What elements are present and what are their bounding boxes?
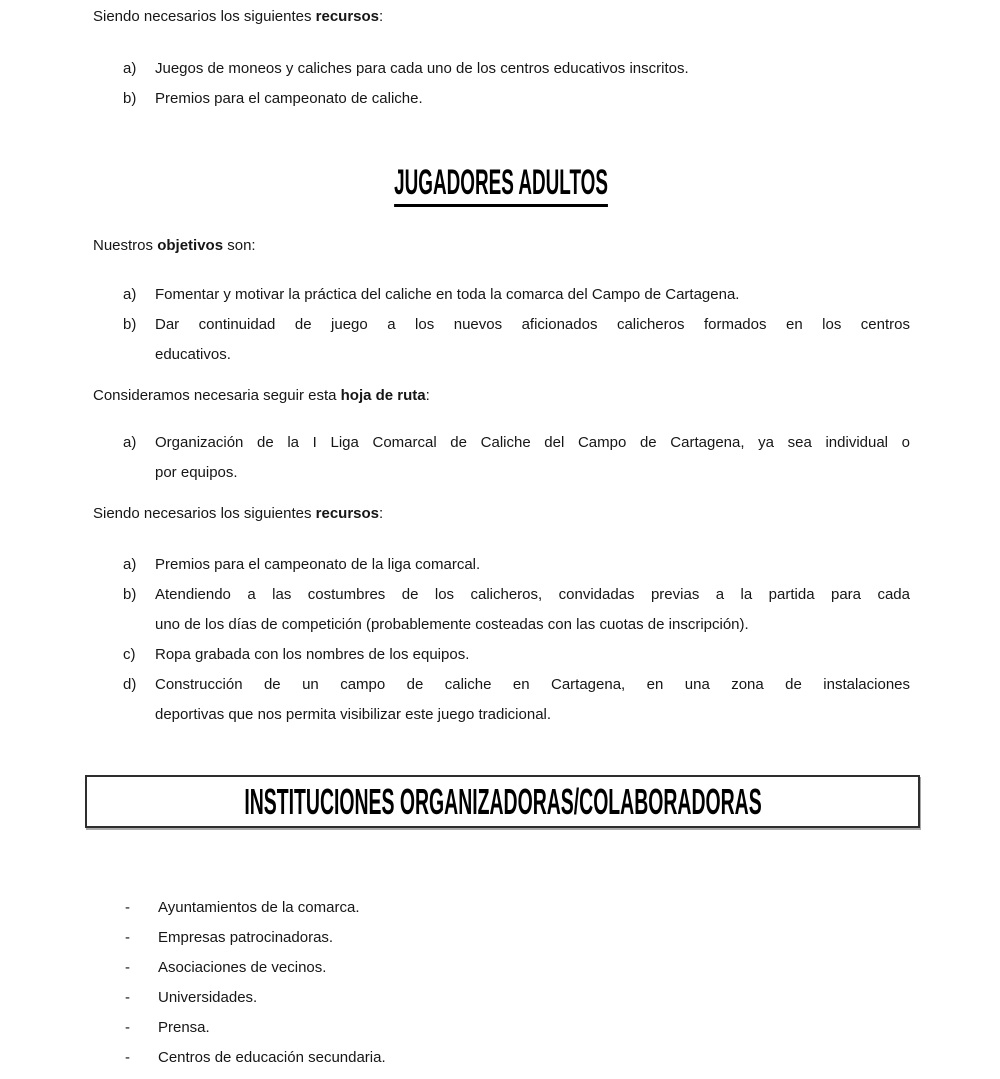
lettered-list-league-resources (93, 550, 910, 730)
list-item-text: Organización de la I Liga Comarcal de Caliche del Campo de Cartagena, ya sea individual o (155, 434, 910, 451)
list-marker: c) (123, 646, 136, 663)
list-item-text: Juegos de moneos y caliches para cada uno de los centros educativos inscritos. (155, 60, 689, 77)
list-marker: b) (123, 316, 137, 333)
list-marker: a) (123, 60, 137, 77)
list-marker: - (125, 959, 130, 976)
list-item-text: Prensa. (158, 1019, 210, 1036)
list-marker: - (125, 1019, 130, 1036)
paragraph-text: Consideramos necesaria seguir esta (93, 387, 341, 404)
paragraph-text: Siendo necesarios los siguientes (93, 8, 316, 25)
section-heading-institutions: INSTITUCIONES ORGANIZADORAS/COLABORADORAS (243, 780, 762, 822)
list-marker: a) (123, 556, 137, 573)
list-item (93, 54, 910, 84)
list-marker: - (125, 899, 130, 916)
list-marker: - (125, 989, 130, 1006)
list-item (93, 580, 910, 640)
dash-list-institutions (93, 893, 910, 1073)
list-item (93, 640, 910, 670)
list-item (93, 1043, 910, 1073)
list-item (93, 953, 910, 983)
list-item-text: Empresas patrocinadoras. (158, 929, 334, 946)
list-item (93, 670, 910, 730)
paragraph-resources-intro-2 (93, 503, 910, 525)
paragraph-text: : (379, 505, 384, 522)
section-heading-wrapper (93, 164, 910, 204)
list-item-text: por equipos. (155, 464, 238, 481)
lettered-list-school-resources (93, 54, 910, 114)
list-item (93, 550, 910, 580)
list-item (93, 428, 910, 488)
list-item-text: Ropa grabada con los nombres de los equipos. (155, 646, 470, 663)
paragraph-bold-objetivos: objetivos (157, 237, 224, 254)
list-item-text: Fomentar y motivar la práctica del caliche en toda la comarca del Campo de Cartagena. (155, 286, 740, 303)
list-item-text: Premios para el campeonato de la liga comarcal. (155, 556, 481, 573)
list-marker: b) (123, 586, 137, 603)
list-item (93, 310, 910, 370)
paragraph-roadmap-intro (93, 385, 910, 407)
list-item-text: Asociaciones de vecinos. (158, 959, 327, 976)
list-marker: - (125, 1049, 130, 1066)
lettered-list-roadmap (93, 428, 910, 488)
list-item-text: uno de los días de competición (probablemente costeadas con las cuotas de inscripción). (155, 616, 749, 633)
paragraph-text: : (425, 387, 430, 404)
list-item-text: Universidades. (158, 989, 258, 1006)
list-item-text: educativos. (155, 346, 231, 363)
paragraph-bold-hoja-de-ruta: hoja de ruta (340, 387, 426, 404)
list-item-text: Ayuntamientos de la comarca. (158, 899, 360, 916)
list-item (93, 84, 910, 114)
list-marker: d) (123, 676, 137, 693)
list-item-text: Atendiendo a las costumbres de los calicheros, convidadas previas a la partida para cada (155, 586, 910, 603)
paragraph-objectives-intro (93, 235, 910, 257)
list-marker: b) (123, 90, 137, 107)
list-marker: a) (123, 286, 137, 303)
lettered-list-adult-objectives (93, 280, 910, 370)
paragraph-bold-recursos: recursos (315, 505, 380, 522)
paragraph-resources-intro-1 (93, 6, 910, 28)
list-item (93, 983, 910, 1013)
list-item-text: Centros de educación secundaria. (158, 1049, 386, 1066)
paragraph-text: son: (223, 237, 256, 254)
paragraph-text: : (379, 8, 384, 25)
list-item-text: Construcción de un campo de caliche en Cartagena, en una zona de instalaciones (155, 676, 910, 693)
list-item (93, 1013, 910, 1043)
list-item-text: Premios para el campeonato de caliche. (155, 90, 423, 107)
list-item (93, 893, 910, 923)
paragraph-bold-recursos: recursos (315, 8, 380, 25)
list-item-text: deportivas que nos permita visibilizar este juego tradicional. (155, 706, 552, 723)
paragraph-text: Siendo necesarios los siguientes (93, 505, 316, 522)
list-item (93, 923, 910, 953)
institutions-heading-box (85, 775, 920, 828)
list-marker: a) (123, 434, 137, 451)
section-heading-adult-players: JUGADORES ADULTOS (395, 164, 609, 207)
list-marker: - (125, 929, 130, 946)
list-item-text: Dar continuidad de juego a los nuevos aficionados calicheros formados en los centros (155, 316, 910, 333)
list-item (93, 280, 910, 310)
paragraph-text: Nuestros (93, 237, 158, 254)
